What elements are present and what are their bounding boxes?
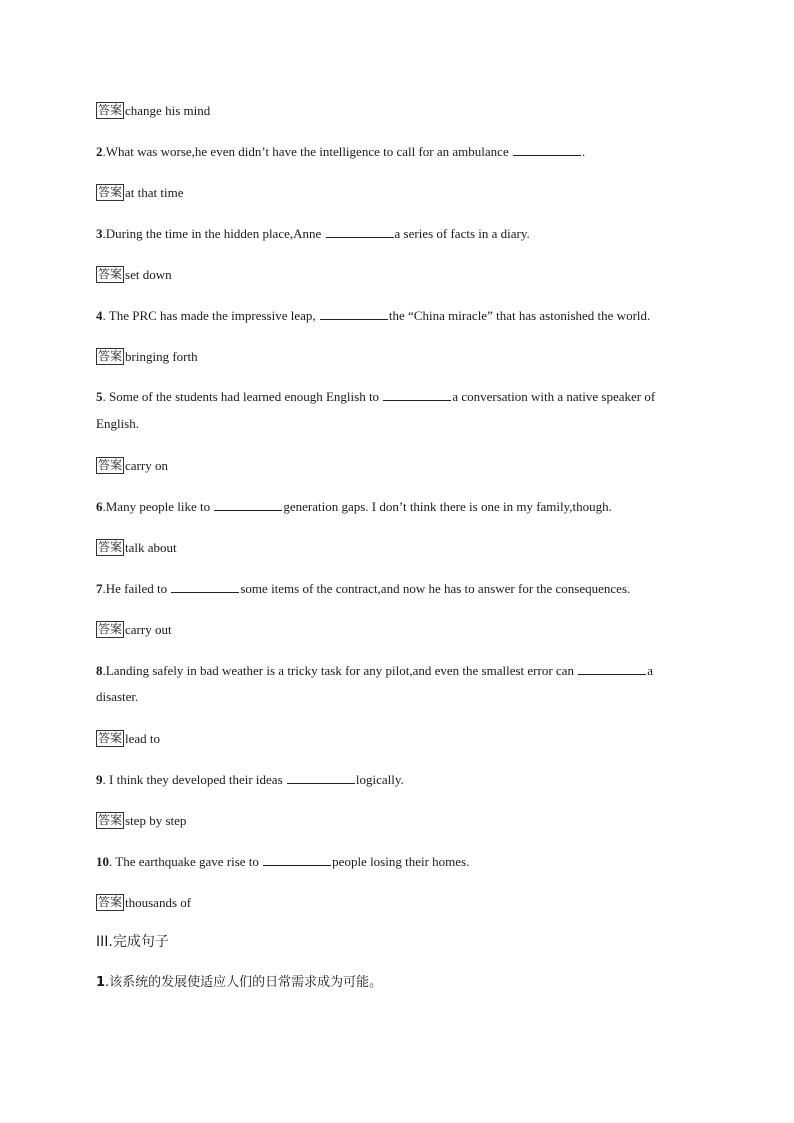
- answer-line: [96, 266, 172, 283]
- question-line: [96, 498, 612, 515]
- question-line: [96, 388, 655, 405]
- section-roman: III: [96, 934, 109, 950]
- question-number: 6: [96, 499, 103, 514]
- question-number: 2: [96, 144, 103, 159]
- answer-blank[interactable]: [513, 143, 581, 156]
- answer-line: [96, 539, 177, 556]
- answer-text: at that time: [125, 184, 184, 200]
- answer-badge: 答案: [98, 813, 123, 827]
- question-number: 9: [96, 772, 103, 787]
- question-number: 3: [96, 226, 103, 241]
- question-line: [96, 580, 630, 597]
- question-text-end: a: [647, 663, 653, 678]
- answer-line: [96, 621, 172, 638]
- answer-text: carry out: [125, 621, 172, 637]
- question-line: [96, 307, 650, 324]
- answer-line: [96, 730, 160, 747]
- question-text-end: logically.: [355, 772, 404, 787]
- question-line: [96, 662, 653, 679]
- answer-line: [96, 457, 168, 474]
- question-line: [96, 975, 382, 991]
- question-number: 1: [96, 975, 106, 990]
- question-line: [96, 771, 404, 788]
- answer-badge: 答案: [98, 267, 123, 281]
- answer-blank[interactable]: [263, 853, 331, 866]
- answer-blank[interactable]: [383, 388, 451, 401]
- answer-badge: 答案: [98, 103, 123, 117]
- question-text-end: a conversation with a native speaker of: [452, 389, 656, 404]
- question-text: .Landing safely in bad weather is a tricky task for any pilot,and even the smallest error can: [102, 663, 578, 678]
- answer-badge: 答案: [98, 185, 123, 199]
- answer-blank[interactable]: [287, 771, 355, 784]
- answer-blank[interactable]: [326, 225, 394, 238]
- answer-text: bringing forth: [125, 348, 198, 364]
- question-text-end: a series of facts in a diary.: [394, 226, 530, 241]
- answer-badge: 答案: [98, 622, 123, 636]
- question-text: .该系统的发展使适应人们的日常需求成为可能。: [105, 975, 383, 990]
- question-number: 4: [96, 308, 103, 323]
- question-number: 5: [96, 389, 103, 404]
- answer-text: carry on: [125, 457, 168, 473]
- question-text: . I think they developed their ideas: [102, 772, 286, 787]
- answer-badge: 答案: [98, 540, 123, 554]
- answer-text: thousands of: [125, 894, 192, 910]
- answer-text: talk about: [125, 539, 177, 555]
- question-text-end: generation gaps. I don’t think there is one in my family,though.: [283, 499, 612, 514]
- question-continuation: disaster.: [96, 689, 139, 704]
- answer-badge: 答案: [98, 349, 123, 363]
- question-text-end: some items of the contract,and now he has to answer for the consequences.: [240, 581, 631, 596]
- answer-line: [96, 348, 198, 365]
- section-title: .完成句子: [108, 934, 169, 950]
- answer-line: [96, 102, 210, 119]
- answer-line: [96, 894, 191, 911]
- question-text: .During the time in the hidden place,Anne: [102, 226, 325, 241]
- section-heading: [96, 934, 169, 950]
- answer-text: lead to: [125, 730, 161, 746]
- answer-badge: 答案: [98, 895, 123, 909]
- question-text: .What was worse,he even didn’t have the intelligence to call for an ambulance: [102, 144, 512, 159]
- answer-text: change his mind: [125, 102, 211, 118]
- question-text-end: people losing their homes.: [332, 854, 470, 869]
- answer-text: step by step: [125, 812, 187, 828]
- question-number: 7: [96, 581, 103, 596]
- answer-badge: 答案: [98, 458, 123, 472]
- question-line: [96, 853, 469, 870]
- question-text-end: .: [581, 144, 586, 159]
- question-text: .He failed to: [102, 581, 171, 596]
- answer-blank[interactable]: [578, 662, 646, 675]
- question-text: . The earthquake gave rise to: [109, 854, 263, 869]
- answer-blank[interactable]: [214, 498, 282, 511]
- question-text-end: the “China miracle” that has astonished the world.: [388, 308, 651, 323]
- question-line: [96, 225, 530, 242]
- answer-line: [96, 812, 186, 829]
- question-continuation: English.: [96, 416, 139, 431]
- answer-blank[interactable]: [320, 307, 388, 320]
- question-line: [96, 143, 585, 160]
- answer-text: set down: [125, 266, 172, 282]
- question-number: 8: [96, 663, 103, 678]
- answer-line: [96, 184, 184, 201]
- question-text: .Many people like to: [102, 499, 214, 514]
- answer-blank[interactable]: [171, 580, 239, 593]
- question-text: . Some of the students had learned enough English to: [102, 389, 383, 404]
- answer-badge: 答案: [98, 731, 123, 745]
- question-number: 10: [96, 854, 109, 869]
- question-text: . The PRC has made the impressive leap,: [102, 308, 319, 323]
